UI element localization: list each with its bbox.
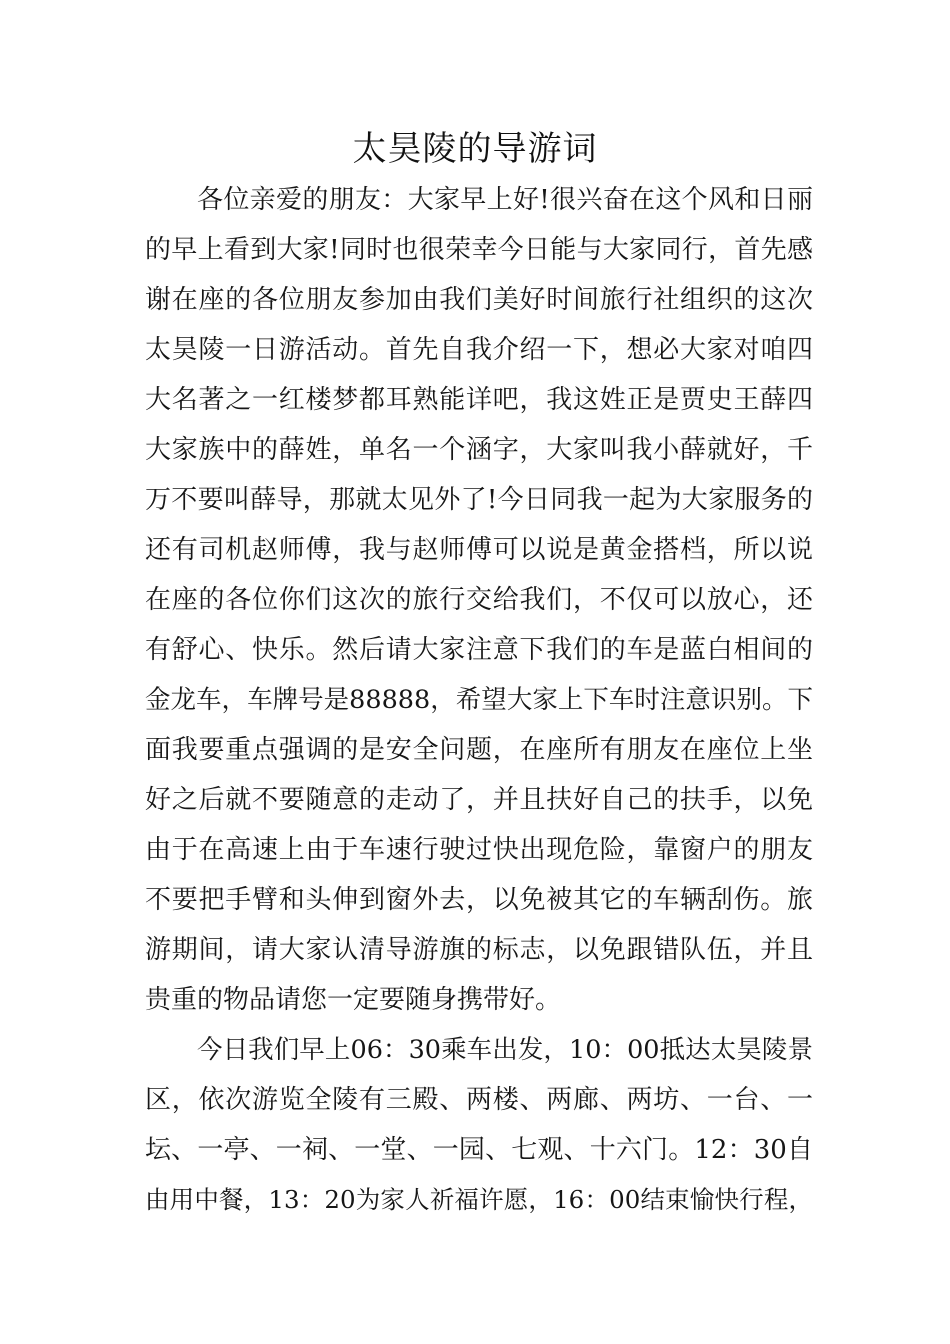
- paragraph-1-line: 大名著之一红楼梦都耳熟能详吧，我这姓正是贾史王薛四: [145, 385, 813, 415]
- paragraph-1-line: 由于在高速上由于车速行驶过快出现危险，靠窗户的朋友: [145, 835, 813, 865]
- paragraph-1-line: 在座的各位你们这次的旅行交给我们，不仅可以放心，还: [145, 585, 813, 615]
- paragraph-1-line: 还有司机赵师傅，我与赵师傅可以说是黄金搭档，所以说: [145, 535, 813, 565]
- paragraph-2-line: 坛、一亭、一祠、一堂、一园、七观、十六门。12：30自: [145, 1135, 813, 1165]
- paragraph-1-line: 的早上看到大家!同时也很荣幸今日能与大家同行，首先感: [145, 235, 813, 265]
- paragraph-1-line: 贵重的物品请您一定要随身携带好。: [145, 985, 562, 1015]
- paragraph-1-line: 谢在座的各位朋友参加由我们美好时间旅行社组织的这次: [145, 285, 813, 315]
- paragraph-2-line: 由用中餐，13：20为家人祈福许愿，16：00结束愉快行程，: [145, 1185, 813, 1214]
- paragraph-1-line: 面我要重点强调的是安全问题，在座所有朋友在座位上坐: [145, 735, 813, 765]
- paragraph-1-line: 有舒心、快乐。然后请大家注意下我们的车是蓝白相间的: [145, 635, 813, 665]
- paragraph-1-line: 不要把手臂和头伸到窗外去，以免被其它的车辆刮伤。旅: [145, 885, 813, 915]
- paragraph-1-line: 游期间，请大家认清导游旗的标志，以免跟错队伍，并且: [145, 935, 813, 965]
- paragraph-1-line: 金龙车，车牌号是88888，希望大家上下车时注意识别。下: [145, 685, 813, 715]
- paragraph-1-line: 万不要叫薛导，那就太见外了!今日同我一起为大家服务的: [145, 485, 813, 515]
- paragraph-2-line: 区，依次游览全陵有三殿、两楼、两廊、两坊、一台、一: [145, 1085, 813, 1115]
- paragraph-1-line: 好之后就不要随意的走动了，并且扶好自己的扶手，以免: [145, 785, 813, 815]
- paragraph-1-line: 大家族中的薛姓，单名一个涵字，大家叫我小薛就好，千: [145, 435, 813, 465]
- paragraph-2-line: 今日我们早上06：30乘车出发，10：00抵达太昊陵景: [197, 1035, 813, 1065]
- paragraph-1-line: 太昊陵一日游活动。首先自我介绍一下，想必大家对咱四: [145, 335, 813, 365]
- document-title: 太昊陵的导游词: [352, 129, 598, 169]
- paragraph-1-line: 各位亲爱的朋友：大家早上好!很兴奋在这个风和日丽: [197, 185, 813, 215]
